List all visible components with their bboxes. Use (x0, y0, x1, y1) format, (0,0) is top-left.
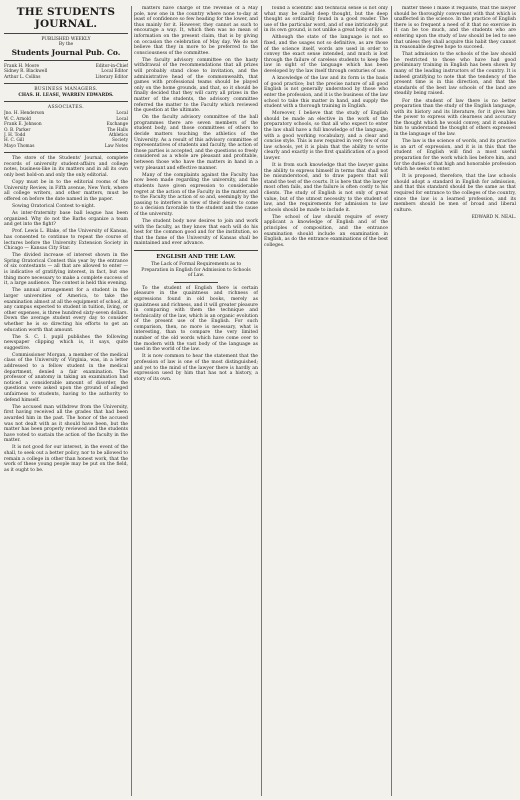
paragraph: The faculty advisory committee on the hasty withdrawal of the recommendations that all prizes will probably stand close to invitation, and the administrative head of the commonwealth, that games with professional teams should be played only on the home grounds, and that, so it should be finally decided that they will carry all prizes in the matter of the students, the advisory committee referred the matter to the Faculty which reviewed the question at the ultimate. (134, 57, 258, 114)
paragraph: That admission to the schools of the law should be restricted to those who have had good preliminary training in English has been shown by many of the leading instructors of the country. It is indeed gratifying to note that the tendency of the present time is in this direction, and that the standards of the best law schools of the land are steadily being raised. (394, 52, 516, 97)
column-4-text (394, 6, 516, 213)
staff-row (4, 75, 128, 80)
staff-name: Sidney R. Blackwell (4, 69, 48, 75)
paragraph: For the student of law there is no better preparation than the study of the English language, with its history and its literature, for it gives him the power to express with clearness and accuracy the thought which he would convey, and it enables him to understand the thought of others expressed in the language of the law. (394, 98, 516, 138)
paragraph: The annual arrangement for a student in the larger universities of America, to take the examination almost at all the equipment of school, at any campus expected to student in tuition, living, or other expenses, is three hundred sixty-seven dollars. Down the average student every day to consider whether he is so directing his efforts to get an education worth that amount. (4, 288, 128, 333)
associates-heading: ASSOCIATES. (47, 105, 85, 111)
article-subhead: The Lack of Formal Requirements as to Preparation in English for Admission to Schools of Law. (141, 261, 251, 279)
paragraph: Moreover, I believe that the study of English should be made an elective in the work of the preparatory schools, so that all who expect to enter the law shall have a full knowledge of the language, with a good working vocabulary, and a clear and concise style. This is now required in very few of our law schools, yet it is plain that the ability to write clearly and exactly is the first qualification of a good lawyer. (264, 111, 388, 161)
staff-name: H. C. Gill (4, 138, 24, 144)
business-names: CHAS. H. LEASE, WARREN EDWARDS. (18, 93, 114, 99)
staff-name: Mayo Thomas (4, 143, 35, 149)
paragraph: It is from such knowledge that the lawyer gains the ability to express himself in terms that shall not be misunderstood, and to draw papers that will stand the test of the courts. It is here that the lawyer most often fails, and the failure is often costly to his clients. The study of English is not only of great value, but of the utmost necessity to the student of law, and the requirements for admission to law schools should be made to include it. (264, 163, 388, 213)
business-heading: BUSINESS MANAGERS. (34, 87, 98, 93)
column-rule (131, 6, 132, 796)
paragraph: It is not good for our interest, in the event of the shall, to seek out a better policy, nor to be allowed to remain a college in other than honest work, that the work of these young people may be put on the field, as it ought to be. (4, 445, 128, 473)
column-3-text (264, 6, 388, 248)
by-the-line: By the (58, 42, 74, 48)
staff-list (4, 64, 128, 80)
paragraph: On the faculty advisory committee of the ball programmes there are seven members of the student body, and those committees of others to decide matters touching the athletics of the University. As a result of this advisory committee of representatives of students and faculty, the action of those parties is accepted, and the questions so freely considered as a whole are pleasant and profitable, between those who have the matters in hand in a very pleasant and effective manner. (134, 115, 258, 171)
column-1 (4, 6, 128, 796)
paragraph: The accused man withdrew from the University, first having received all the grades that had been awarded him in the past. The honor of the accused was not dealt with as it should have been, but the matter has been properly reviewed and the students have voted to sustain the action of the faculty in the matter. (4, 404, 128, 444)
staff-role: Athletics (108, 133, 128, 139)
paragraph: Commissioner Morgan, a member of the medical class of the University of Virginia, was, in a letter addressed to a fellow student in the medical department, denied a fair examination. The professor of anatomy in taking an examination had noticed a considerable amount of disorder, the questions were asked upon the ground of alleged unfairness to students, having to the authority to defend himself. (4, 352, 128, 403)
paragraph: The store of the Students' Journal, complete records of university student-affairs and college notes, business-like in its matters and in all its own only best hold-on and only the only editorial. (4, 156, 128, 179)
paragraph: The student body now desires to join and work with the faculty, as they know that each will do his best for the common good and for the institution, so that the fame of the University of Kansas shall be maintained and ever advance. (134, 218, 258, 247)
staff-role: The Halls (107, 127, 128, 133)
article-headline: ENGLISH AND THE LAW. (156, 253, 236, 260)
column-2 (134, 6, 258, 796)
paragraph: matters have charge of the revenue of a May pole, now one in the country where none to-day at least of confidence so few heading for the lower, and thus mainly for it. However, they cannot as such to encourage a way. It, which then was no mean of information on the present claim, that is by giving on occasion the celebration of May day. We do not believe that they in more to be preferred to the consciousness of the committee. (134, 6, 258, 56)
paragraph: The S. C. I. pupil publishes the following newspaper clipping which is, it says, quite suggestive. (4, 334, 128, 351)
paragraph: Many of the complaints against the Faculty has now been made regarding the university, and the students have given expression to considerable regret at the action of the Faculty in the matter, and to the Faculty the action of so and, seemingly by the passing to interfere in view of their desire to come to a decision favorable to the student and the cause of the university. (134, 172, 258, 217)
paragraph: A knowledge of the law and its form is the basis of good practice; but the precise nature of all good English is not generally understood by those who enter the profession, and it is the business of the law school to take this matter in hand, and supply the student with a thorough training in English. (264, 76, 388, 110)
publisher-name: Students Journal Pub. Co. (11, 47, 121, 57)
paragraph: To the student of English there is certain pleasure in the quaintness and richness of expressions found in old books, merely as quaintness and richness, and it will greater pleasure in comparing with them the technique and technicality of the law, which is an organic evolution of the present use of the English. For such comparison, then, no more is necessary, what is interesting, than to compare the very limited number of the old words which have come over to the modern with the vast body of the language as used in the world of the law. (134, 285, 258, 353)
staff-role: Society (111, 138, 128, 144)
column-2-text (134, 6, 258, 247)
masthead: THE STUDENTS JOURNAL. (16, 6, 116, 30)
staff-role: Local (116, 116, 128, 122)
staff-name: O. B. Parker (4, 127, 31, 133)
staff-name: Frank E. Johnson (4, 122, 42, 128)
staff-role: Local Editor (101, 69, 128, 75)
staff-role: Local (116, 111, 128, 117)
paragraph: Prof. Lewis L. Blake, of the University of Kansas, has consented to continue to repeat the course of lectures before the University Extension Society in Chicago — Kansas City Star. (4, 229, 128, 252)
column-4 (394, 6, 516, 796)
staff-row (4, 144, 128, 149)
paragraph: The school of law should require of every applicant a knowledge of English and of the principles of composition, and the entrance examination should include an examination in English, as do the entrance examinations of the best colleges. (264, 214, 388, 248)
paragraph: found a scientific and technical sense is not only what may be called deep thought, but the deep thought as ordinarily found in a good reader. The use of the particular word, and of one intricately put in its own ground, is not unlike a great body of life. (264, 6, 388, 34)
column-rule (391, 6, 392, 796)
editorial-text (4, 156, 128, 473)
staff-name: J. H. Todd (4, 133, 26, 139)
staff-role: Exchange (106, 122, 128, 128)
paragraph: The law is the science of words, and its practice is an art of expression, and it is in this that the student of English will find a most useful preparation for the work which lies before him, and for the duties of that high and honorable profession which he seeks to enter. (394, 139, 516, 173)
paragraph: The divided increase of interest shown in the Spring Oratorical Contest this year by the entrance of six contestants — all that are allowed to enter — is indicative of gratifying interest, in fact, but one thing more necessary to make a complete success of it, a large audience. The contest is held this evening. (4, 253, 128, 287)
paragraph: It is proposed, therefore, that the law schools should adopt a standard in English for admission, and that this standard should be the same as that required for entrance to the colleges of the country, since the law is a learned profession, and its members should be men of broad and liberal culture. (394, 174, 516, 213)
staff-name: Arthur L. Collins (4, 74, 41, 80)
paragraph: It is now common to hear the statement that the profession of law is one of the most distinguished; and yet to the mind of the lawyer there is hardly an expression used by him that has not a history, a story of its own. (134, 354, 258, 382)
staff-role: Literary Editor (95, 74, 128, 80)
staff-name: Jno. H. Henderson (4, 111, 45, 117)
staff-name: Frank H. Moore (4, 63, 39, 69)
paragraph: As inter-fraternity base ball league has been organized. Why do not the Barbs organize a team and get into the fight? (4, 211, 128, 228)
paragraph: matter these I make it requisite, that the lawyer should be thoroughly conversant with that which is unaffected in the science. In the practice of English there is so frequent a need of it that no exercise in it can be too much, and the students who are entering upon the study of law should be led to see that unless they shall acquire this habit they cannot in reasonable degree hope to succeed. (394, 6, 516, 51)
associates-list (4, 111, 128, 149)
paragraph: Sowing Oratorical Contest to-night. (12, 204, 96, 210)
staff-role: Editor-in-Chief (95, 63, 128, 69)
article-text (134, 286, 258, 383)
staff-role: Law Notes (104, 143, 128, 149)
column-3 (264, 6, 388, 796)
staff-name: W. C. Arnold (4, 116, 31, 122)
paragraph: Although the state of the language is not so fixed, and the usages not so definitive, as are those of the science itself, words are used in order to convey the exact sense intended, and much is lost through the failure of careless students to keep the law in sight of the language which has been developed by the law itself through centuries of use. (264, 35, 388, 75)
column-rule (261, 6, 262, 796)
paragraph: Copy must be in to the editorial rooms of the University Review, in Fifth avenue, New York, where all college writers, and other matters, must be offered on before the date named in the paper. (4, 180, 128, 202)
published-line: PUBLISHED WEEKLY (41, 37, 91, 42)
signature: EDWARD N. NEAL. (471, 214, 516, 220)
